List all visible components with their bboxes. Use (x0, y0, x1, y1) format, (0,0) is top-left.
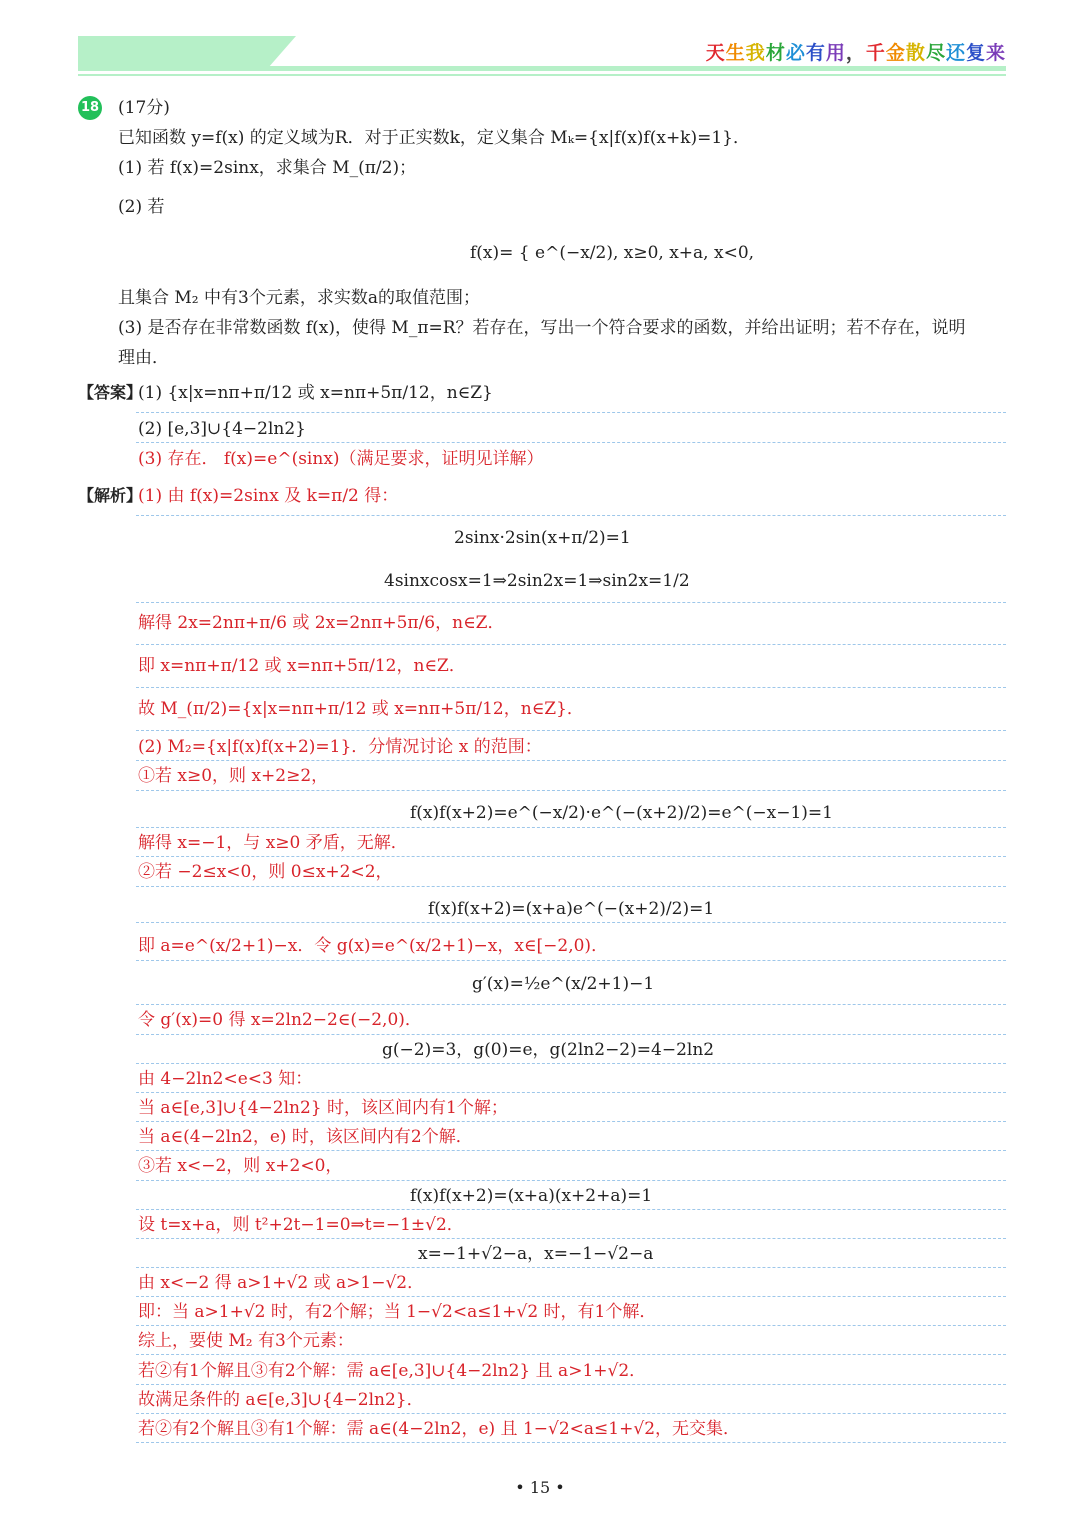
divider (136, 1384, 1006, 1385)
analysis-equation: g(−2)=3，g(0)=e，g(2ln2−2)=4−2ln2 (382, 1040, 715, 1060)
analysis-line: 即 x=nπ+π/12 或 x=nπ+5π/12，n∈Z． (138, 656, 466, 676)
slogan-char: 金 (885, 42, 906, 64)
divider (136, 687, 1006, 688)
divider (136, 1063, 1006, 1064)
analysis-line: 由 4−2ln2<e<3 知： (138, 1069, 313, 1089)
question-stem: 已知函数 y=f(x) 的定义域为R．对于正实数k，定义集合 Mₖ={x|f(x)f(x+k)=1}． (118, 128, 750, 148)
slogan-char: ， (845, 42, 866, 64)
divider (136, 1150, 1006, 1151)
question-part-1: (1) 若 f(x)=2sinx，求集合 M_(π/2)； (118, 158, 417, 178)
divider (136, 1092, 1006, 1093)
analysis-equation: f(x)f(x+2)=e^(−x/2)·e^(−(x+2)/2)=e^(−x−1)=1 (410, 803, 833, 823)
analysis-equation: 4sinxcosx=1⇒2sin2x=1⇒sin2x=1/2 (384, 571, 690, 591)
analysis-equation: g′(x)=½e^(x/2+1)−1 (472, 974, 655, 994)
header-rule (78, 66, 1006, 71)
divider (136, 1121, 1006, 1122)
question-part-2-intro: (2) 若 (118, 197, 165, 217)
divider (136, 442, 1006, 443)
analysis-line: 即 a=e^(x/2+1)−x．令 g(x)=e^(x/2+1)−x，x∈[−2,0)． (138, 936, 609, 956)
divider (136, 515, 1006, 516)
divider (136, 960, 1006, 961)
slogan (706, 38, 1006, 65)
divider (136, 1325, 1006, 1326)
divider (136, 1238, 1006, 1239)
slogan-char: 复 (965, 42, 986, 64)
analysis-line: 令 g′(x)=0 得 x=2ln2−2∈(−2,0)． (138, 1010, 422, 1030)
slogan-char: 尽 (925, 42, 946, 64)
answer-3: (3) 存在． f(x)=e^(sinx)（满足要求，证明见详解） (138, 449, 544, 469)
slogan-char: 还 (945, 42, 966, 64)
analysis-line: ②若 −2≤x<0，则 0≤x+2<2， (138, 862, 393, 882)
divider (136, 602, 1006, 603)
page-number: • 15 • (515, 1478, 565, 1497)
analysis-line: 当 a∈[e,3]∪{4−2ln2} 时，该区间内有1个解； (138, 1098, 508, 1118)
slogan-char: 材 (765, 42, 786, 64)
slogan-char: 天 (705, 42, 726, 64)
question-part-2: 且集合 M₂ 中有3个元素，求实数a的取值范围； (118, 288, 480, 308)
divider (136, 827, 1006, 828)
divider (136, 922, 1006, 923)
divider (136, 790, 1006, 791)
divider (136, 644, 1006, 645)
answer-1: (1) {x|x=nπ+π/12 或 x=nπ+5π/12，n∈Z} (138, 383, 493, 403)
analysis-line: 若②有2个解且③有1个解：需 a∈(4−2ln2，e) 且 1−√2<a≤1+√2，无交集． (138, 1419, 741, 1439)
divider (136, 886, 1006, 887)
analysis-line: 由 x<−2 得 a>1+√2 或 a>1−√2． (138, 1273, 425, 1293)
slogan-char: 用 (825, 42, 846, 64)
answer-label: 【答案】 (78, 383, 143, 402)
analysis-label: 【解析】 (78, 486, 143, 505)
analysis-line: 当 a∈(4−2ln2，e) 时，该区间内有2个解． (138, 1127, 473, 1147)
piecewise-function: f(x)= { e^(−x/2), x≥0, x+a, x<0, (470, 243, 755, 263)
question-number-badge: 18 (78, 96, 102, 120)
analysis-line: ①若 x≥0，则 x+2≥2， (138, 766, 329, 786)
analysis-line: (1) 由 f(x)=2sinx 及 k=π/2 得： (138, 486, 399, 506)
header-green-slant (268, 36, 296, 68)
analysis-line: 解得 2x=2nπ+π/6 或 2x=2nπ+5π/6，n∈Z． (138, 613, 505, 633)
divider (136, 856, 1006, 857)
divider (136, 1209, 1006, 1210)
analysis-line: 故 M_(π/2)={x|x=nπ+π/12 或 x=nπ+5π/12，n∈Z}． (138, 699, 584, 719)
analysis-line: ③若 x<−2，则 x+2<0， (138, 1156, 343, 1176)
divider (136, 1034, 1006, 1035)
analysis-line: 若②有1个解且③有2个解：需 a∈[e,3]∪{4−2ln2} 且 a>1+√2． (138, 1361, 647, 1381)
divider (136, 412, 1006, 413)
divider (136, 730, 1006, 731)
answer-2: (2) [e,3]∪{4−2ln2} (138, 419, 306, 439)
analysis-line: (2) M₂={x|f(x)f(x+2)=1}．分情况讨论 x 的范围： (138, 737, 542, 757)
slogan-char: 生 (725, 42, 746, 64)
header-rule-thin (78, 74, 1006, 76)
question-part-3-cont: 理由． (118, 348, 169, 368)
analysis-equation: f(x)f(x+2)=(x+a)e^(−(x+2)/2)=1 (428, 899, 715, 919)
analysis-equation: f(x)f(x+2)=(x+a)(x+2+a)=1 (410, 1186, 653, 1206)
slogan-char: 来 (985, 42, 1006, 64)
analysis-line: 故满足条件的 a∈[e,3]∪{4−2ln2}． (138, 1390, 424, 1410)
slogan-char: 必 (785, 42, 806, 64)
analysis-equation: 2sinx·2sin(x+π/2)=1 (454, 528, 631, 548)
slogan-char: 我 (745, 42, 766, 64)
divider (136, 1354, 1006, 1355)
header-green-tab (78, 36, 268, 68)
analysis-equation: x=−1+√2−a，x=−1−√2−a (418, 1244, 654, 1264)
header-band (78, 36, 1006, 76)
divider (136, 760, 1006, 761)
slogan-char: 千 (865, 42, 886, 64)
question-score: (17分) (118, 98, 170, 118)
analysis-line: 即：当 a>1+√2 时，有2个解；当 1−√2<a≤1+√2 时，有1个解． (138, 1302, 657, 1322)
divider (136, 1267, 1006, 1268)
slogan-char: 有 (805, 42, 826, 64)
divider (136, 1004, 1006, 1005)
analysis-line: 解得 x=−1，与 x≥0 矛盾，无解． (138, 833, 408, 853)
divider (136, 1180, 1006, 1181)
analysis-line: 设 t=x+a，则 t²+2t−1=0⇒t=−1±√2． (138, 1215, 464, 1235)
divider (136, 1296, 1006, 1297)
slogan-char: 散 (905, 42, 926, 64)
question-part-3: (3) 是否存在非常数函数 f(x)，使得 M_π=R？若存在，写出一个符合要求的函数，并给出证明；若不存在，说明 (118, 318, 966, 338)
divider (136, 1442, 1006, 1443)
analysis-line: 综上，要使 M₂ 有3个元素： (138, 1331, 354, 1351)
divider (136, 1413, 1006, 1414)
